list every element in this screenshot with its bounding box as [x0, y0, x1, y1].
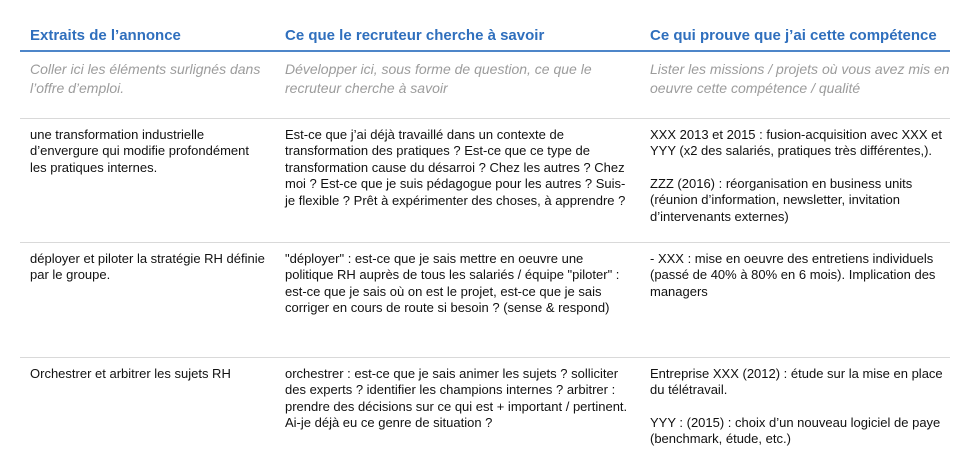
- row-question: "déployer" : est-ce que je sais mettre en oeuvre une politique RH auprès de tous les salariés / équipe "piloter" : est-ce que je sais où on est le projet, est-ce que je sais corriger en cours de route si besoin ? (sense & respond): [285, 251, 620, 316]
- proof-paragraph: XXX 2013 et 2015 : fusion-acquisition avec XXX et YYY (x2 des salariés, pratiques très différentes,).: [650, 127, 942, 159]
- hint-proof: Lister les missions / projets où vous avez mis en oeuvre cette compétence / qualité: [650, 61, 950, 96]
- row-excerpt: Orchestrer et arbitrer les sujets RH: [30, 366, 231, 381]
- row-question: Est-ce que j’ai déjà travaillé dans un contexte de transformation des pratiques ? Est-ce que ce type de transformation cause du désarroi ? Chez les autres ? Chez moi ? Est-ce que je suis pédagogue pour les autres ? Suis-je flexible ? Prêt à expérimenter des choses, à apprendre ?: [285, 127, 626, 208]
- row-proof: [650, 251, 950, 300]
- row-proof: [650, 366, 950, 448]
- header-recruiter-question: Ce que le recruteur cherche à savoir: [285, 27, 545, 44]
- row-proof: [650, 127, 950, 225]
- proof-paragraph: YYY : (2015) : choix d’un nouveau logiciel de paye (benchmark, étude, etc.): [650, 414, 941, 447]
- proof-paragraph: Entreprise XXX (2012) : étude sur la mise en place du télétravail.: [650, 366, 943, 398]
- table-header: [20, 0, 950, 52]
- row-question: orchestrer : est-ce que je sais animer les sujets ? solliciter des experts ? identifier les champions internes ? arbitrer : prendre des décisions sur ce qui est + important / pertinent. Ai-je déjà eu ce genre de situation ?: [285, 366, 628, 431]
- header-proof: Ce qui prouve que j’ai cette compétence: [650, 27, 937, 44]
- header-excerpts: Extraits de l’annonce: [30, 27, 181, 44]
- hint-excerpts: Coller ici les éléments surlignés dans l’offre d’emploi.: [30, 61, 261, 96]
- hint-row: [20, 52, 950, 112]
- row-excerpt: une transformation industrielle d’envergure qui modifie profondément les pratiques internes.: [30, 127, 249, 175]
- proof-paragraph: ZZZ (2016) : réorganisation en business units (réunion d’information, newsletter, invitation d’intervenants externes): [650, 175, 913, 224]
- hint-recruiter-question: Développer ici, sous forme de question, ce que le recruteur cherche à savoir: [285, 61, 592, 96]
- table-row: [20, 118, 950, 243]
- row-excerpt: déployer et piloter la stratégie RH définie par le groupe.: [30, 251, 265, 283]
- table-row: [20, 357, 950, 459]
- proof-paragraph: - XXX : mise en oeuvre des entretiens individuels (passé de 40% à 80% en 6 mois). Implication des managers: [650, 251, 936, 299]
- table-row: [20, 242, 950, 358]
